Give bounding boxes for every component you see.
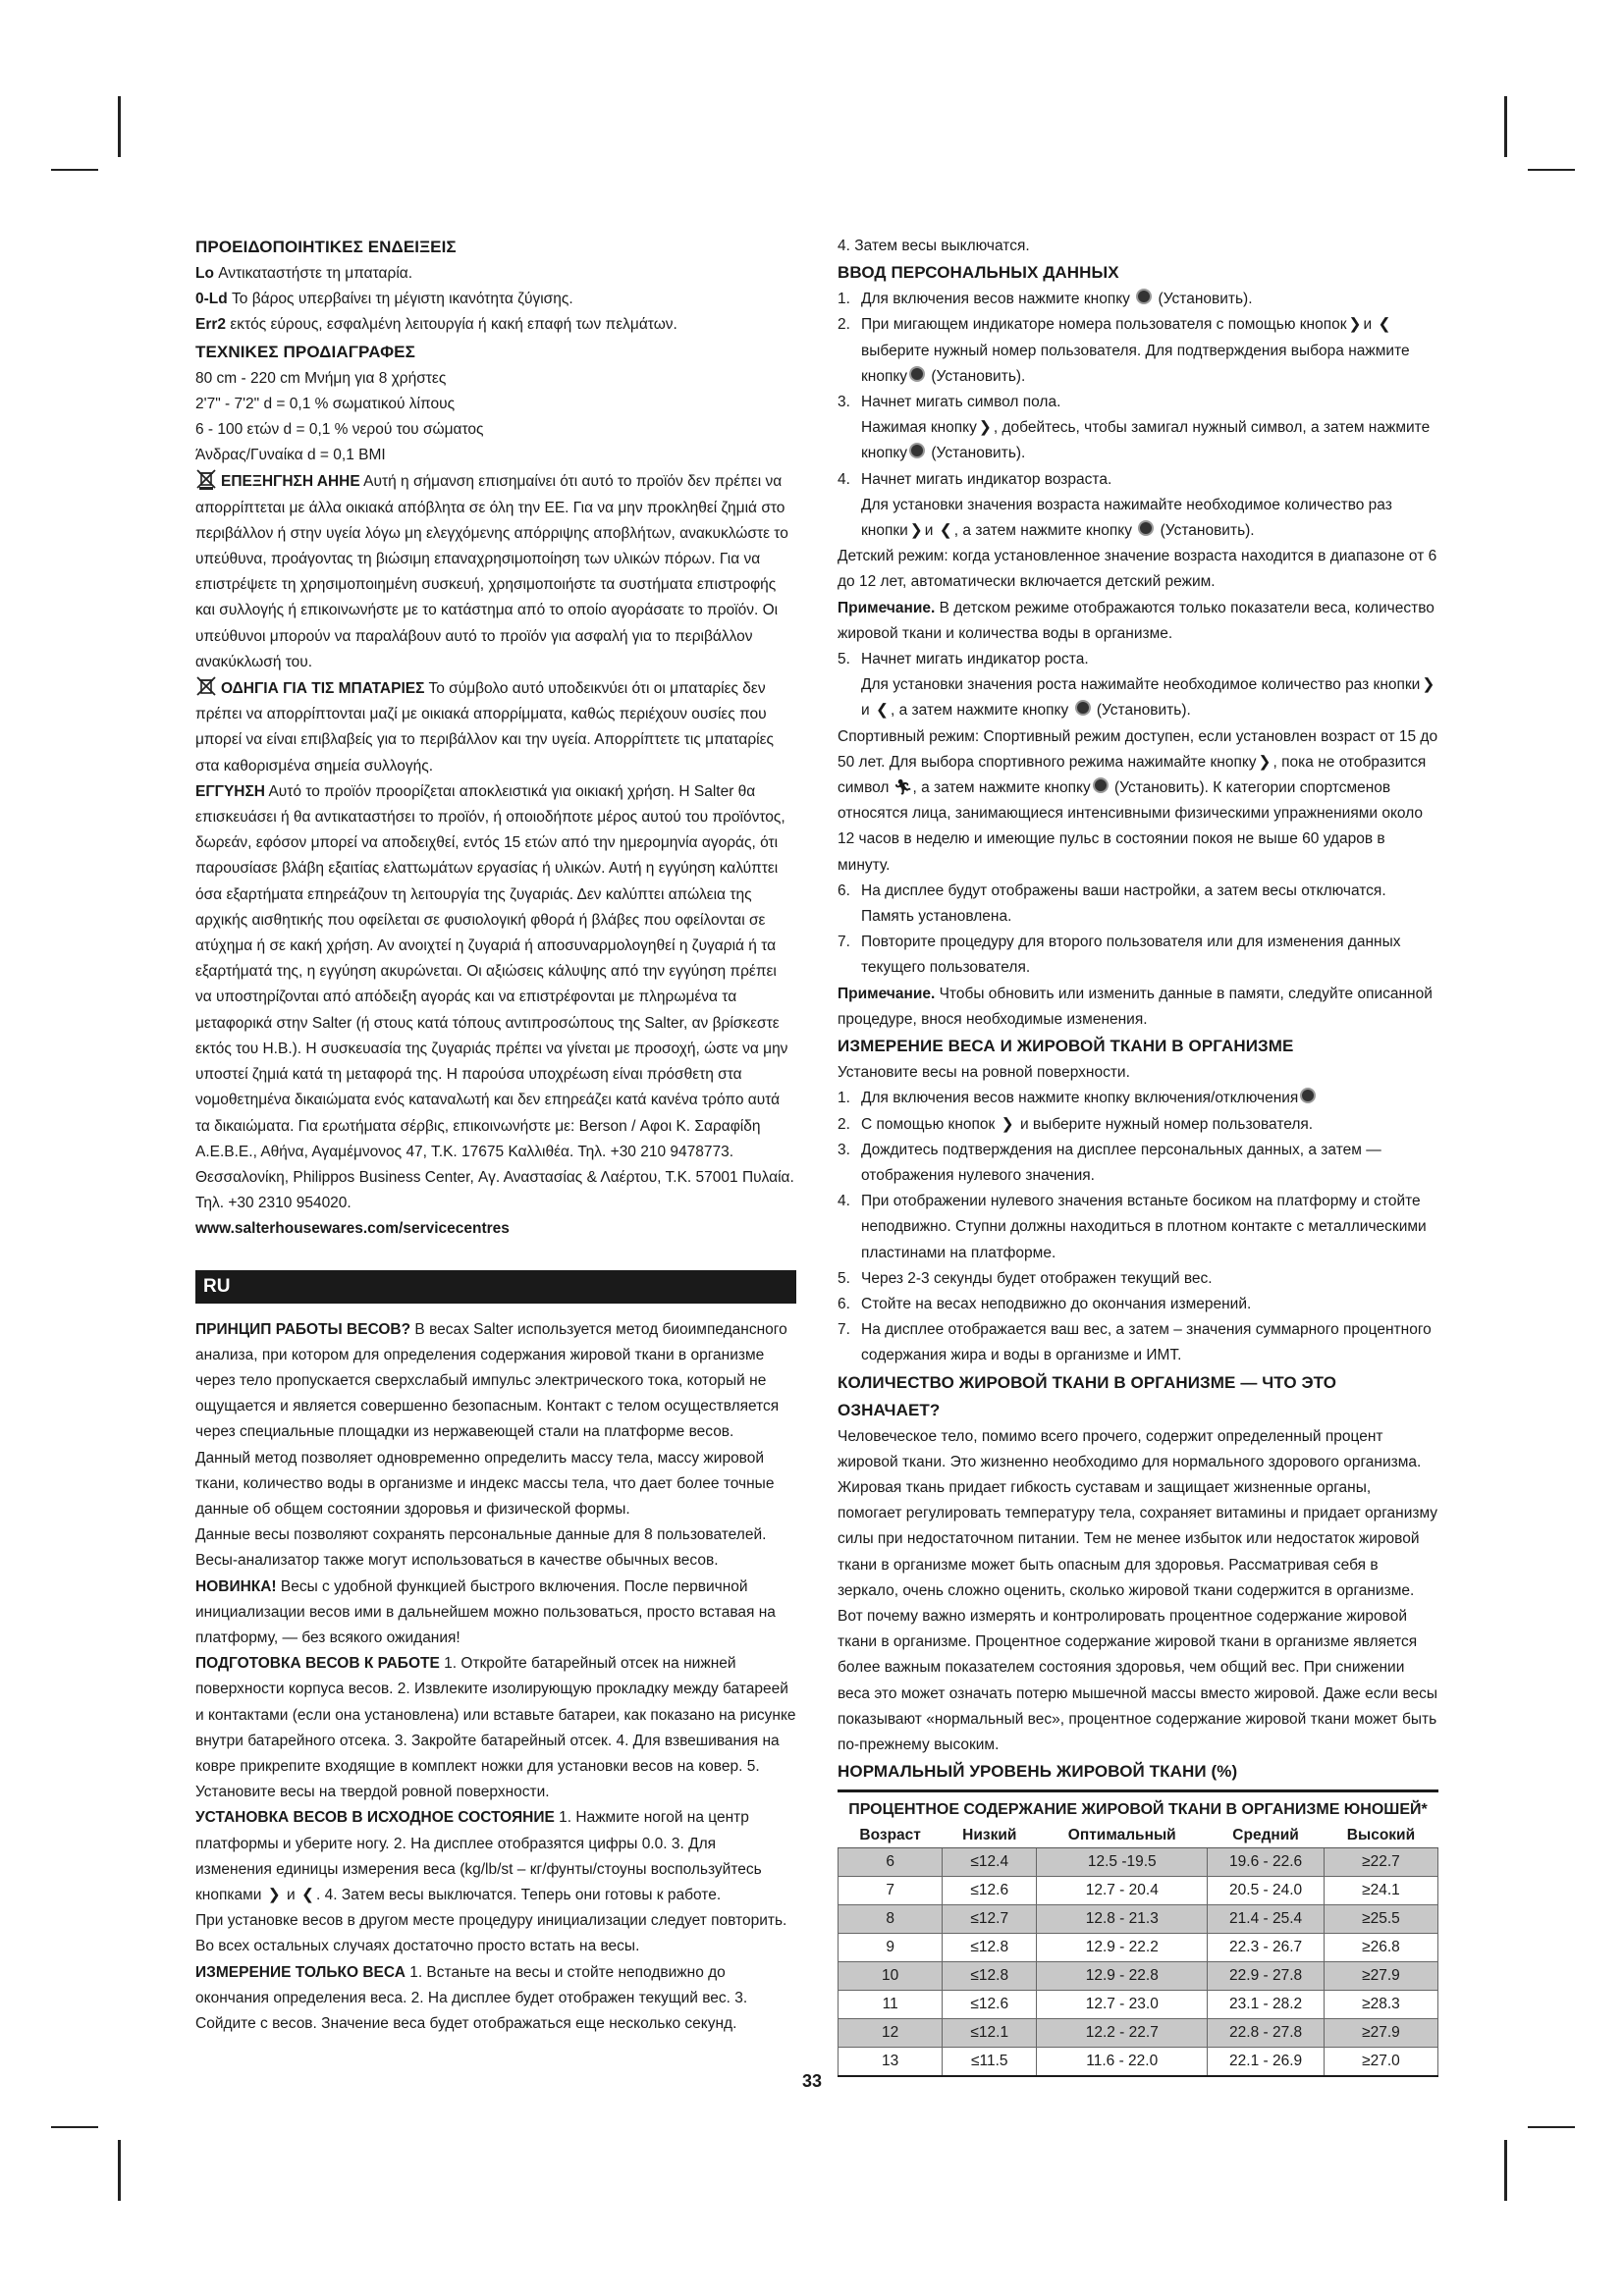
new-paragraph: НОВИНКА! Весы с удобной функцией быстрого включения. После первичной инициализации весов ими в дальнейшем можно пользоваться, просто вставая на платформу, — без всякого ожидания!: [195, 1577, 776, 1646]
service-url[interactable]: www.salterhousewares.com/servicecentres: [195, 1220, 510, 1238]
table-cell: 19.6 - 22.6: [1208, 1848, 1325, 1877]
prep-paragraph: ПОДГОТОВКА ВЕСОВ К РАБОТЕ 1. Откройте батарейный отсек на нижней поверхности корпуса весов. 2. Извлеките изолирующую прокладку между батареей и контактами (если она установлена) или вставьте батареи, как показано на рисунке внутри батарейного отсека. 3. Закройте батарейный отсек. 4. Для взвешивания на ковре прикрепите входящие в комплект ножки для установки весов на ковер. 5. Установите весы на твердой ровной поверхности.: [195, 1655, 796, 1801]
table-cell: 12.2 - 22.7: [1037, 2019, 1208, 2048]
table-cell: ≤12.1: [943, 2019, 1037, 2048]
table-cell: ≤12.4: [943, 1848, 1037, 1877]
measure-heading: ИЗМЕРЕНИЕ ВЕСА И ЖИРОВОЙ ТКАНИ В ОРГАНИЗМЕ: [838, 1037, 1294, 1056]
warning-item: Err2 εκτός εύρους, εσφαλμένη λειτουργία ή κακή επαφή των πελμάτων.: [195, 316, 677, 334]
left-arrow-icon: ❮: [301, 1886, 315, 1903]
right-column: [838, 234, 1438, 2077]
table-row: [839, 1934, 1438, 1962]
principle-paragraph-3: Данные весы позволяют сохранять персональные данные для 8 пользователей. Весы-анализатор также могут использоваться в качестве обычных весов.: [195, 1526, 767, 1570]
fat-table-caption: ПРОЦЕНТНОЕ СОДЕРЖАНИЕ ЖИРОВОЙ ТКАНИ В ОРГАНИЗМЕ ЮНОШЕЙ*: [838, 1789, 1438, 1824]
right-arrow-icon: ❯: [1258, 753, 1272, 771]
list-item: 5. Через 2-3 секунды будет отображен текущий вес.: [838, 1269, 1213, 1287]
language-bar-ru: RU: [195, 1270, 796, 1304]
weee-paragraph: [195, 468, 796, 675]
table-header-row: [839, 1824, 1438, 1848]
crop-mark: [118, 2140, 121, 2201]
column-header: Низкий: [943, 1824, 1037, 1848]
table-cell: 22.9 - 27.8: [1208, 1962, 1325, 1991]
meaning-text-1: Человеческое тело, помимо всего прочего, содержит определенный процент жировой ткани. Это жизненно необходимо для нормального здорового организма. Жировая ткань придает гибкость суставам и защищает жизненные органы, помогает регулировать температуру тела, сохраняет витамины и придает организму силы при недостаточном питании. Тем не менее избыток или недостаток жировой ткани в организме может быть опасным для здоровья. Рассматривая себя в зеркало, очень сложно оценить, сколько жировой ткани содержится в организме.: [838, 1427, 1438, 1599]
set-button-icon: [1093, 777, 1109, 793]
table-row: [839, 1848, 1438, 1877]
spec-line: 2'7" - 7'2" d = 0,1 % σωματικού λίπους: [195, 395, 456, 412]
table-cell: ≥24.1: [1324, 1877, 1437, 1905]
column-header: Оптимальный: [1037, 1824, 1208, 1848]
list-item: 2. С помощью кнопок ❯ и выберите нужный номер пользователя.: [838, 1115, 1314, 1133]
crossed-bin-icon: [195, 468, 217, 490]
init-paragraph: УСТАНОВКА ВЕСОВ В ИСХОДНОЕ СОСТОЯНИЕ 1. Нажмите ногой на центр платформы и уберите ногу. 2. На дисплее отобразятся цифры 0.0. 3. Для изменения единицы измерения веса (kg/lb/st – кг/фунты/стоуны воспользуйтесь кнопками ❯ и ❮ . 4. Затем весы выключатся. Теперь они готовы к работе.: [195, 1809, 762, 1903]
list-item: 4. При отображении нулевого значения встаньте босиком на платформу и стойте неподвижно. Ступни должны находиться в плотном контакте с металлическими пластинами на платформе.: [838, 1193, 1427, 1261]
table-cell: 12.7 - 20.4: [1037, 1877, 1208, 1905]
final-steps: [838, 879, 1438, 982]
right-arrow-icon: ❯: [1422, 676, 1435, 694]
right-arrow-icon: ❯: [909, 522, 923, 540]
set-button-icon: [909, 443, 925, 458]
table-cell: ≥26.8: [1324, 1934, 1437, 1962]
crop-mark: [51, 169, 98, 171]
principle-paragraph-2: Данный метод позволяет одновременно определить массу тела, массу жировой ткани, количество воды в организме и индекс массы тела, что дает более точные данные об общем состоянии здоровья и физической формы.: [195, 1449, 775, 1518]
table-cell: ≤12.7: [943, 1905, 1037, 1934]
table-cell: 12.5 -19.5: [1037, 1848, 1208, 1877]
table-cell: ≥25.5: [1324, 1905, 1437, 1934]
column-header: Высокий: [1324, 1824, 1437, 1848]
table-cell: 12.9 - 22.8: [1037, 1962, 1208, 1991]
right-arrow-icon: ❯: [1001, 1115, 1014, 1133]
init-heading: УСТАНОВКА ВЕСОВ В ИСХОДНОЕ СОСТОЯНИЕ: [195, 1809, 555, 1827]
set-button-icon: [1136, 289, 1152, 304]
warning-item: Lo Αντικαταστήστε τη μπαταρία.: [195, 265, 413, 282]
table-cell: 10: [839, 1962, 943, 1991]
step4-off: 4. Затем весы выключатся.: [838, 238, 1030, 254]
note-1: Примечание. В детском режиме отображаются только показатели веса, количество жировой ткани и количества воды в организме.: [838, 599, 1435, 642]
table-cell: ≤12.8: [943, 1934, 1037, 1962]
height-step: [838, 647, 1438, 724]
weight-only-heading: ИЗМЕРЕНИЕ ТОЛЬКО ВЕСА: [195, 1963, 406, 1981]
battery-text: Το σύμβολο αυτό υποδεικνύει ότι οι μπαταρίες δεν πρέπει να απορρίπτονται μαζί με οικιακά απορρίμματα, καθώς περιέχουν ουσίες που μπορεί να είναι επιβλαβείς για το περιβάλλον και την υγεία. Απορρίπτετε τις μπαταρίες στα καθορισμένα σημεία συλλογής.: [195, 680, 774, 774]
specs-heading: ΤΕΧΝΙΚΕΣ ΠΡΟΔΙΑΓΡΑΦΕΣ: [195, 342, 415, 361]
set-button-icon: [1075, 700, 1091, 716]
table-cell: 8: [839, 1905, 943, 1934]
column-header: Возраст: [839, 1824, 943, 1848]
fat-table: [838, 1789, 1438, 2077]
table-cell: 12.7 - 23.0: [1037, 1991, 1208, 2019]
meaning-text-2: Вот почему важно измерять и контролировать процентное содержание жировой ткани в организме. Процентное содержание жировой ткани в организме является более важным показателем состояния здоровья, чем общий вес. При снижении веса это может означать потерю мышечной массы вместо жировой. Даже если весы показывают «нормальный вес», процентное содержание жировой ткани может быть по-прежнему высоким.: [838, 1607, 1438, 1753]
weee-heading: ΕΠΕΞΗΓΗΣΗ ΑΗΗΕ: [221, 473, 360, 491]
table-cell: 11.6 - 22.0: [1037, 2048, 1208, 2077]
weight-only-paragraph: ИЗМЕРЕНИЕ ТОЛЬКО ВЕСА 1. Встаньте на весы и стойте неподвижно до окончания определения веса. 2. На дисплее будет отображен текущий вес. 3. Сойдите с весов. Значение веса будет отображаться еще несколько секунд.: [195, 1963, 748, 2032]
crop-mark: [51, 2126, 98, 2128]
table-cell: 22.3 - 26.7: [1208, 1934, 1325, 1962]
measure-intro: Установите весы на ровной поверхности.: [838, 1064, 1130, 1082]
list-item: 3. Начнет мигать символ пола. Нажимая кнопку ❯ , добейтесь, чтобы замигал нужный символ, а затем нажмите кнопку (Установить).: [838, 394, 1431, 462]
table-cell: ≥28.3: [1324, 1991, 1437, 2019]
table-cell: 21.4 - 25.4: [1208, 1905, 1325, 1934]
table-cell: 22.8 - 27.8: [1208, 2019, 1325, 2048]
left-arrow-icon: ❮: [939, 522, 952, 540]
warnings-heading: ΠΡΟΕΙΔΟΠΟΙΗΤΙΚΕΣ ΕΝΔΕΙΞΕΙΣ: [195, 238, 457, 256]
spec-line: 80 cm - 220 cm Μνήμη για 8 χρήστες: [195, 369, 447, 387]
crop-mark: [1528, 2126, 1575, 2128]
set-button-icon: [1138, 520, 1154, 536]
warranty-text: Αυτό το προϊόν προορίζεται αποκλειστικά για οικιακή χρήση. Η Salter θα επισκευάσει ή θα αντικαταστήσει το προϊόν, ή οποιοδήποτε μέρος αυτού του προϊόντος, δωρεάν, εφόσον μπορεί να αποδειχθεί, εντός 15 ετών από την ημερομηνία αγοράς, ότι παρουσίασε βλάβη εξαιτίας ελαττωμάτων εργασίας ή υλικών. Αυτή η εγγύηση καλύπτει όσα εξαρτήματα επηρεάζουν τη λειτουργία της ζυγαριάς. Δεν καλύπτει απώλεια της αρχικής αισθητικής που οφείλεται σε φυσιολογική φθορά ή βλάβες που οφείλονται σε ατύχημα ή σε κακή χρήση. Αν ανοιχτεί η ζυγαριά ή αποσυναρμολογηθεί η ζυγαριά ή τα εξαρτήματά της, η εγγύηση ακυρώνεται. Οι αξιώσεις κάλυψης από την εγγύηση πρέπει να υποστηρίζονται από απόδειξη αγοράς και να επιστρέφονται με πληρωμένα τα μεταφορικά στην Salter (ή στους κατά τόπους αντιπροσώπους της Salter, αν βρίσκεστε εκτός του Η.Β.). Η συσκευασία της ζυγαριάς πρέπει να γίνεται με προσοχή, ώστε να μην υποστεί ζημιά κατά τη μεταφορά της. Η παρούσα υποχρέωση είναι πρόσθετη στα νομοθετημένα δικαιώματα ενός καταναλωτή και δεν επηρεάζει κατά κανένα τρόπο αυτά τα δικαιώματα. Για ερωτήματα σέρβις, επικοινωνήστε με: Berson / Αφοι Κ. Σαραφίδη Α.Ε.Β.Ε., Αθήνα, Αγαμέμνονος 47, Τ.Κ. 17675 Καλλιθέα. Τηλ. +30 210 9478773. Θεσσαλονίκη, Philippos Business Center, Αγ. Αναστασίας & Λαέρτου, Τ.Κ. 57001 Πυλαία. Τηλ. +30 2310 954020.: [195, 782, 794, 1212]
table-row: [839, 1991, 1438, 2019]
list-item: 6. Стойте на весах неподвижно до окончания измерений.: [838, 1295, 1252, 1312]
right-arrow-icon: ❯: [1348, 316, 1362, 334]
table-cell: 22.1 - 26.9: [1208, 2048, 1325, 2077]
table-cell: 12: [839, 2019, 943, 2048]
fat-table-body: [839, 1848, 1438, 2077]
principle-heading: ПРИНЦИП РАБОТЫ ВЕСОВ?: [195, 1320, 411, 1338]
crossed-bin-icon: [195, 675, 217, 697]
list-item: 1. Для включения весов нажмите кнопку включения/отключения: [838, 1086, 1438, 1111]
left-column: [195, 234, 796, 2037]
column-header: Средний: [1208, 1824, 1325, 1848]
list-item: 1. Для включения весов нажмите кнопку (Установить).: [838, 291, 1253, 308]
measure-steps: [838, 1086, 1438, 1368]
crop-mark: [118, 96, 121, 157]
battery-paragraph: [195, 675, 796, 779]
table-cell: ≤12.6: [943, 1877, 1037, 1905]
left-arrow-icon: ❮: [875, 702, 889, 720]
list-item: 4. Начнет мигать индикатор возраста. Для установки значения возраста нажимайте необходимое количество раз кнопки ❯ и ❮ , а затем нажмите кнопку (Установить).: [838, 470, 1392, 540]
right-arrow-icon: ❯: [978, 419, 992, 437]
table-cell: 23.1 - 28.2: [1208, 1991, 1325, 2019]
table-row: [839, 1962, 1438, 1991]
warning-item: 0-Ld Το βάρος υπερβαίνει τη μέγιστη ικανότητα ζύγισης.: [195, 291, 573, 308]
spec-line: 6 - 100 ετών d = 0,1 % νερού του σώματος: [195, 421, 484, 439]
principle-paragraph: ПРИНЦИП РАБОТЫ ВЕСОВ? В весах Salter используется метод биоимпедансного анализа, при котором для определения содержания жировой ткани в организме через тело пропускается сверхслабый импульс электрического тока, который не ощущается и является совершенно безопасным. Контакт с телом осуществляется через специальные площадки из нержавеющей стали на платформе весов.: [195, 1320, 787, 1441]
table-cell: 6: [839, 1848, 943, 1877]
meaning-heading: КОЛИЧЕСТВО ЖИРОВОЙ ТКАНИ В ОРГАНИЗМЕ — ЧТО ЭТО ОЗНАЧАЕТ?: [838, 1372, 1337, 1419]
athlete-icon: 🏃︎: [893, 779, 913, 797]
list-item: 7. Повторите процедуру для второго пользователя или для изменения данных текущего пользователя.: [838, 934, 1401, 977]
init-paragraph-2: При установке весов в другом месте процедуру инициализации следует повторить. Во всех остальных случаях достаточно просто встать на весы.: [195, 1912, 787, 1955]
table-cell: 13: [839, 2048, 943, 2077]
table-cell: 20.5 - 24.0: [1208, 1877, 1325, 1905]
list-item: 2. При мигающем индикаторе номера пользователя с помощью кнопок ❯ и ❮ выберите нужный номер пользователя. Для подтверждения выбора нажмите кнопку (Установить).: [838, 316, 1410, 385]
left-arrow-icon: ❮: [1378, 316, 1391, 334]
warranty-paragraph: [195, 779, 796, 1216]
right-arrow-icon: ❯: [267, 1886, 281, 1903]
weee-text: Αυτή η σήμανση επισημαίνει ότι αυτό το προϊόν δεν πρέπει να απορρίπτεται με άλλα οικιακά απόβλητα σε όλη την ΕΕ. Για να μην προκληθεί ζημιά στο περιβάλλον ή στην υγεία λόγω μη ελεγχόμενης απόρριψης αποβλήτων, ανακυκλώστε το υπεύθυνα, προάγοντας τη βιώσιμη επαναχρησιμοποίηση των υλικών πόρων. Για να επιστρέψετε τη χρησιμοποιημένη συσκευή, χρησιμοποιήστε τα συστήματα επιστροφής και συλλογής ή επικοινωνήστε με το κατάστημα από το οποίο αγοράσατε το προϊόν. Οι υπεύθυνοι μπορούν να παραλάβουν αυτό το προϊόν για ασφαλή για το περιβάλλον ανακύκλωσή του.: [195, 473, 788, 670]
normal-heading: НОРМАЛЬНЫЙ УРОВЕНЬ ЖИРОВОЙ ТКАНИ (%): [838, 1762, 1238, 1782]
power-button-icon: [1300, 1088, 1316, 1103]
sport-mode: Спортивный режим: Спортивный режим доступен, если установлен возраст от 15 до 50 лет. Для выбора спортивного режима нажимайте кнопку ❯ , пока не отобразится символ 🏃︎, а затем нажмите кнопку (Установить). К категории спортсменов относятся лица, занимающиеся интенсивными физическими упражнениями около 12 часов в неделю и имеющие пульс в состоянии покоя не выше 60 ударов в минуту.: [838, 727, 1438, 874]
personal-heading: ВВОД ПЕРСОНАЛЬНЫХ ДАННЫХ: [838, 263, 1119, 283]
table-cell: ≥27.9: [1324, 2019, 1437, 2048]
table-cell: ≤11.5: [943, 2048, 1037, 2077]
list-item: 7. На дисплее отображается ваш вес, а затем – значения суммарного процентного содержания жира и воды в организме и ИМТ.: [838, 1321, 1432, 1364]
note-2: Примечание. Чтобы обновить или изменить данные в памяти, следуйте описанной процедуре, внося необходимые изменения.: [838, 985, 1433, 1028]
spec-line: Άνδρας/Γυναίκα d = 0,1 BMI: [195, 447, 386, 464]
list-item: 5. Начнет мигать индикатор роста. Для установки значения роста нажимайте необходимое количество раз кнопки ❯и ❮ , а затем нажмите кнопку (Установить).: [838, 651, 1435, 720]
table-cell: 7: [839, 1877, 943, 1905]
battery-heading: ΟΔΗΓΙΑ ΓΙΑ ΤΙΣ ΜΠΑΤΑΡΙΕΣ: [221, 680, 425, 698]
new-heading: НОВИНКА!: [195, 1577, 277, 1595]
table-cell: 11: [839, 1991, 943, 2019]
table-cell: 9: [839, 1934, 943, 1962]
table-row: [839, 2019, 1438, 2048]
table-cell: 12.8 - 21.3: [1037, 1905, 1208, 1934]
table-cell: ≥27.9: [1324, 1962, 1437, 1991]
crop-mark: [1504, 96, 1507, 157]
set-button-icon: [909, 366, 925, 382]
table-cell: 12.9 - 22.2: [1037, 1934, 1208, 1962]
child-mode: Детский режим: когда установленное значение возраста находится в диапазоне от 6 до 12 лет, автоматически включается детский режим.: [838, 548, 1437, 591]
page-number: 33: [801, 2071, 823, 2091]
table-cell: ≤12.6: [943, 1991, 1037, 2019]
table-cell: ≤12.8: [943, 1962, 1037, 1991]
warranty-heading: ΕΓΓΥΗΣΗ: [195, 782, 265, 800]
prep-heading: ПОДГОТОВКА ВЕСОВ К РАБОТЕ: [195, 1655, 440, 1673]
table-cell: ≥27.0: [1324, 2048, 1437, 2077]
table-row: [839, 1905, 1438, 1934]
crop-mark: [1504, 2140, 1507, 2201]
crop-mark: [1528, 169, 1575, 171]
table-cell: ≥22.7: [1324, 1848, 1437, 1877]
personal-steps: [838, 287, 1438, 544]
list-item: 6. На дисплее будут отображены ваши настройки, а затем весы отключатся. Память установлена.: [838, 881, 1386, 926]
table-row: [839, 1877, 1438, 1905]
list-item: 3. Дождитесь подтверждения на дисплее персональных данных, а затем — отображения нулевого значения.: [838, 1141, 1381, 1184]
